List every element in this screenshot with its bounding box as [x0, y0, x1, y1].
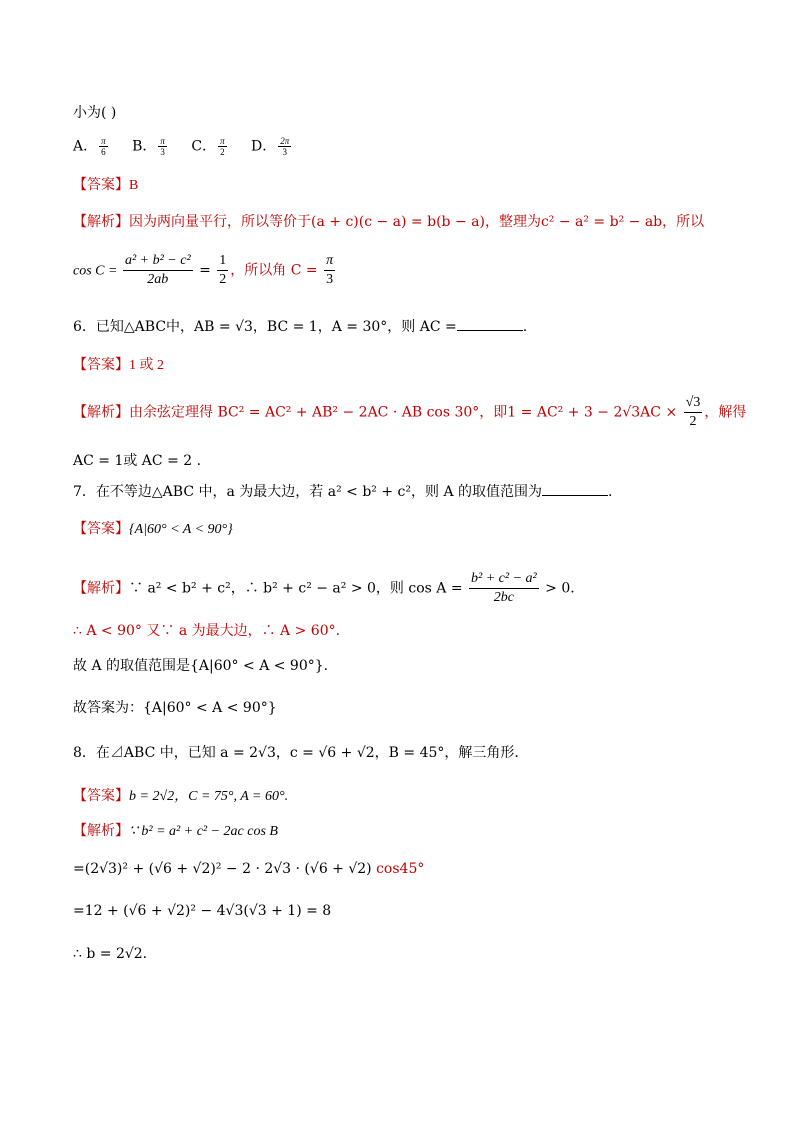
- q7-analysis-line3: 故 A 的取值范围是{A|60° < A < 90°}.: [73, 658, 329, 674]
- q8-analysis-line3: =12 + (√6 + √2)² − 4√3(√3 + 1) = 8: [73, 903, 332, 919]
- answer-blank: [542, 483, 608, 496]
- q7-analysis-line2: ∴ A < 90° 又∵ a 为最大边，∴ A > 60°.: [73, 623, 341, 639]
- q5-analysis-line2: cos C = $\frac{\text{a² + b² − c²}}{2ab}$ = $\frac{1}{2}$ ，所以角 C = $\frac{\pi}{3}$: [73, 253, 334, 287]
- q5-options: [73, 136, 311, 157]
- answer-value: 1 或 2: [129, 358, 164, 373]
- q5-option-a: A． $\frac{\pi}{6}$: [73, 136, 106, 157]
- answer-value: b = 2√2，C = 75°, A = 60°.: [129, 789, 289, 804]
- q7-analysis-line4: 故答案为：{A|60° < A < 90°}: [73, 700, 277, 716]
- q8-answer: [73, 787, 288, 806]
- q6-analysis-line2: AC = 1或 AC = 2 .: [73, 453, 202, 469]
- q7-answer: [73, 520, 233, 539]
- q5-stem-tail: 小为( ): [73, 105, 117, 121]
- answer-tag: 【答案】: [73, 521, 129, 537]
- q5-option-b: B． $\frac{\pi}{3}$: [132, 136, 165, 157]
- q5-option-c: C． $\frac{\pi}{2}$: [191, 136, 225, 157]
- q8-analysis-line2: =(2√3)² + (√6 + √2)² − 2 · 2√3 · (√6 + √2) cos45°: [73, 861, 425, 877]
- q7-analysis-line1: 【解析】∵ a² < b² + c²，∴ b² + c² − a² > 0，则 cos A = $\frac{\text{b² + c² − a²}}{2bc}$ > 0.: [73, 571, 575, 605]
- analysis-tag: 【解析】: [73, 580, 129, 597]
- q7-stem: 7．在不等边△ABC 中，a 为最大边，若 a² < b² + c²，则 A 的取值范围为 .: [73, 484, 613, 500]
- answer-tag: 【答案】: [73, 788, 129, 804]
- q8-analysis-line1: 【解析】∵ b² = a² + c² − 2ac cos B: [73, 823, 278, 839]
- analysis-tag: 【解析】: [73, 404, 129, 421]
- q6-answer: [73, 356, 164, 375]
- q5-analysis-line1: 【解析】因为两向量平行，所以等价于(a + c)(c − a) = b(b − a)，整理为c² − a² = b² − ab，所以: [73, 214, 705, 230]
- q5-answer: [73, 176, 138, 195]
- q8-stem: 8．在⊿ABC 中，已知 a = 2√3，c = √6 + √2，B = 45°，解三角形.: [73, 745, 519, 761]
- answer-value: B: [129, 178, 139, 193]
- answer-tag: 【答案】: [73, 177, 129, 193]
- analysis-tag: 【解析】: [73, 823, 129, 839]
- q6-stem: 6．已知△ABC中，AB = √3，BC = 1，A = 30°，则 AC = .: [73, 319, 528, 335]
- answer-tag: 【答案】: [73, 357, 129, 373]
- analysis-tag: 【解析】: [73, 214, 129, 230]
- q6-analysis-line1: 【解析】由余弦定理得 BC² = AC² + AB² − 2AC · AB cos 30°，即1 = AC² + 3 − 2√3AC × $\frac{√3}{2}$ ，解得: [73, 395, 747, 429]
- q5-option-d: D． $\frac{2\pi}{3}$: [251, 136, 290, 157]
- q8-analysis-line4: ∴ b = 2√2.: [73, 946, 148, 962]
- answer-blank: [457, 318, 523, 331]
- answer-value: {A|60° < A < 90°}: [129, 522, 233, 537]
